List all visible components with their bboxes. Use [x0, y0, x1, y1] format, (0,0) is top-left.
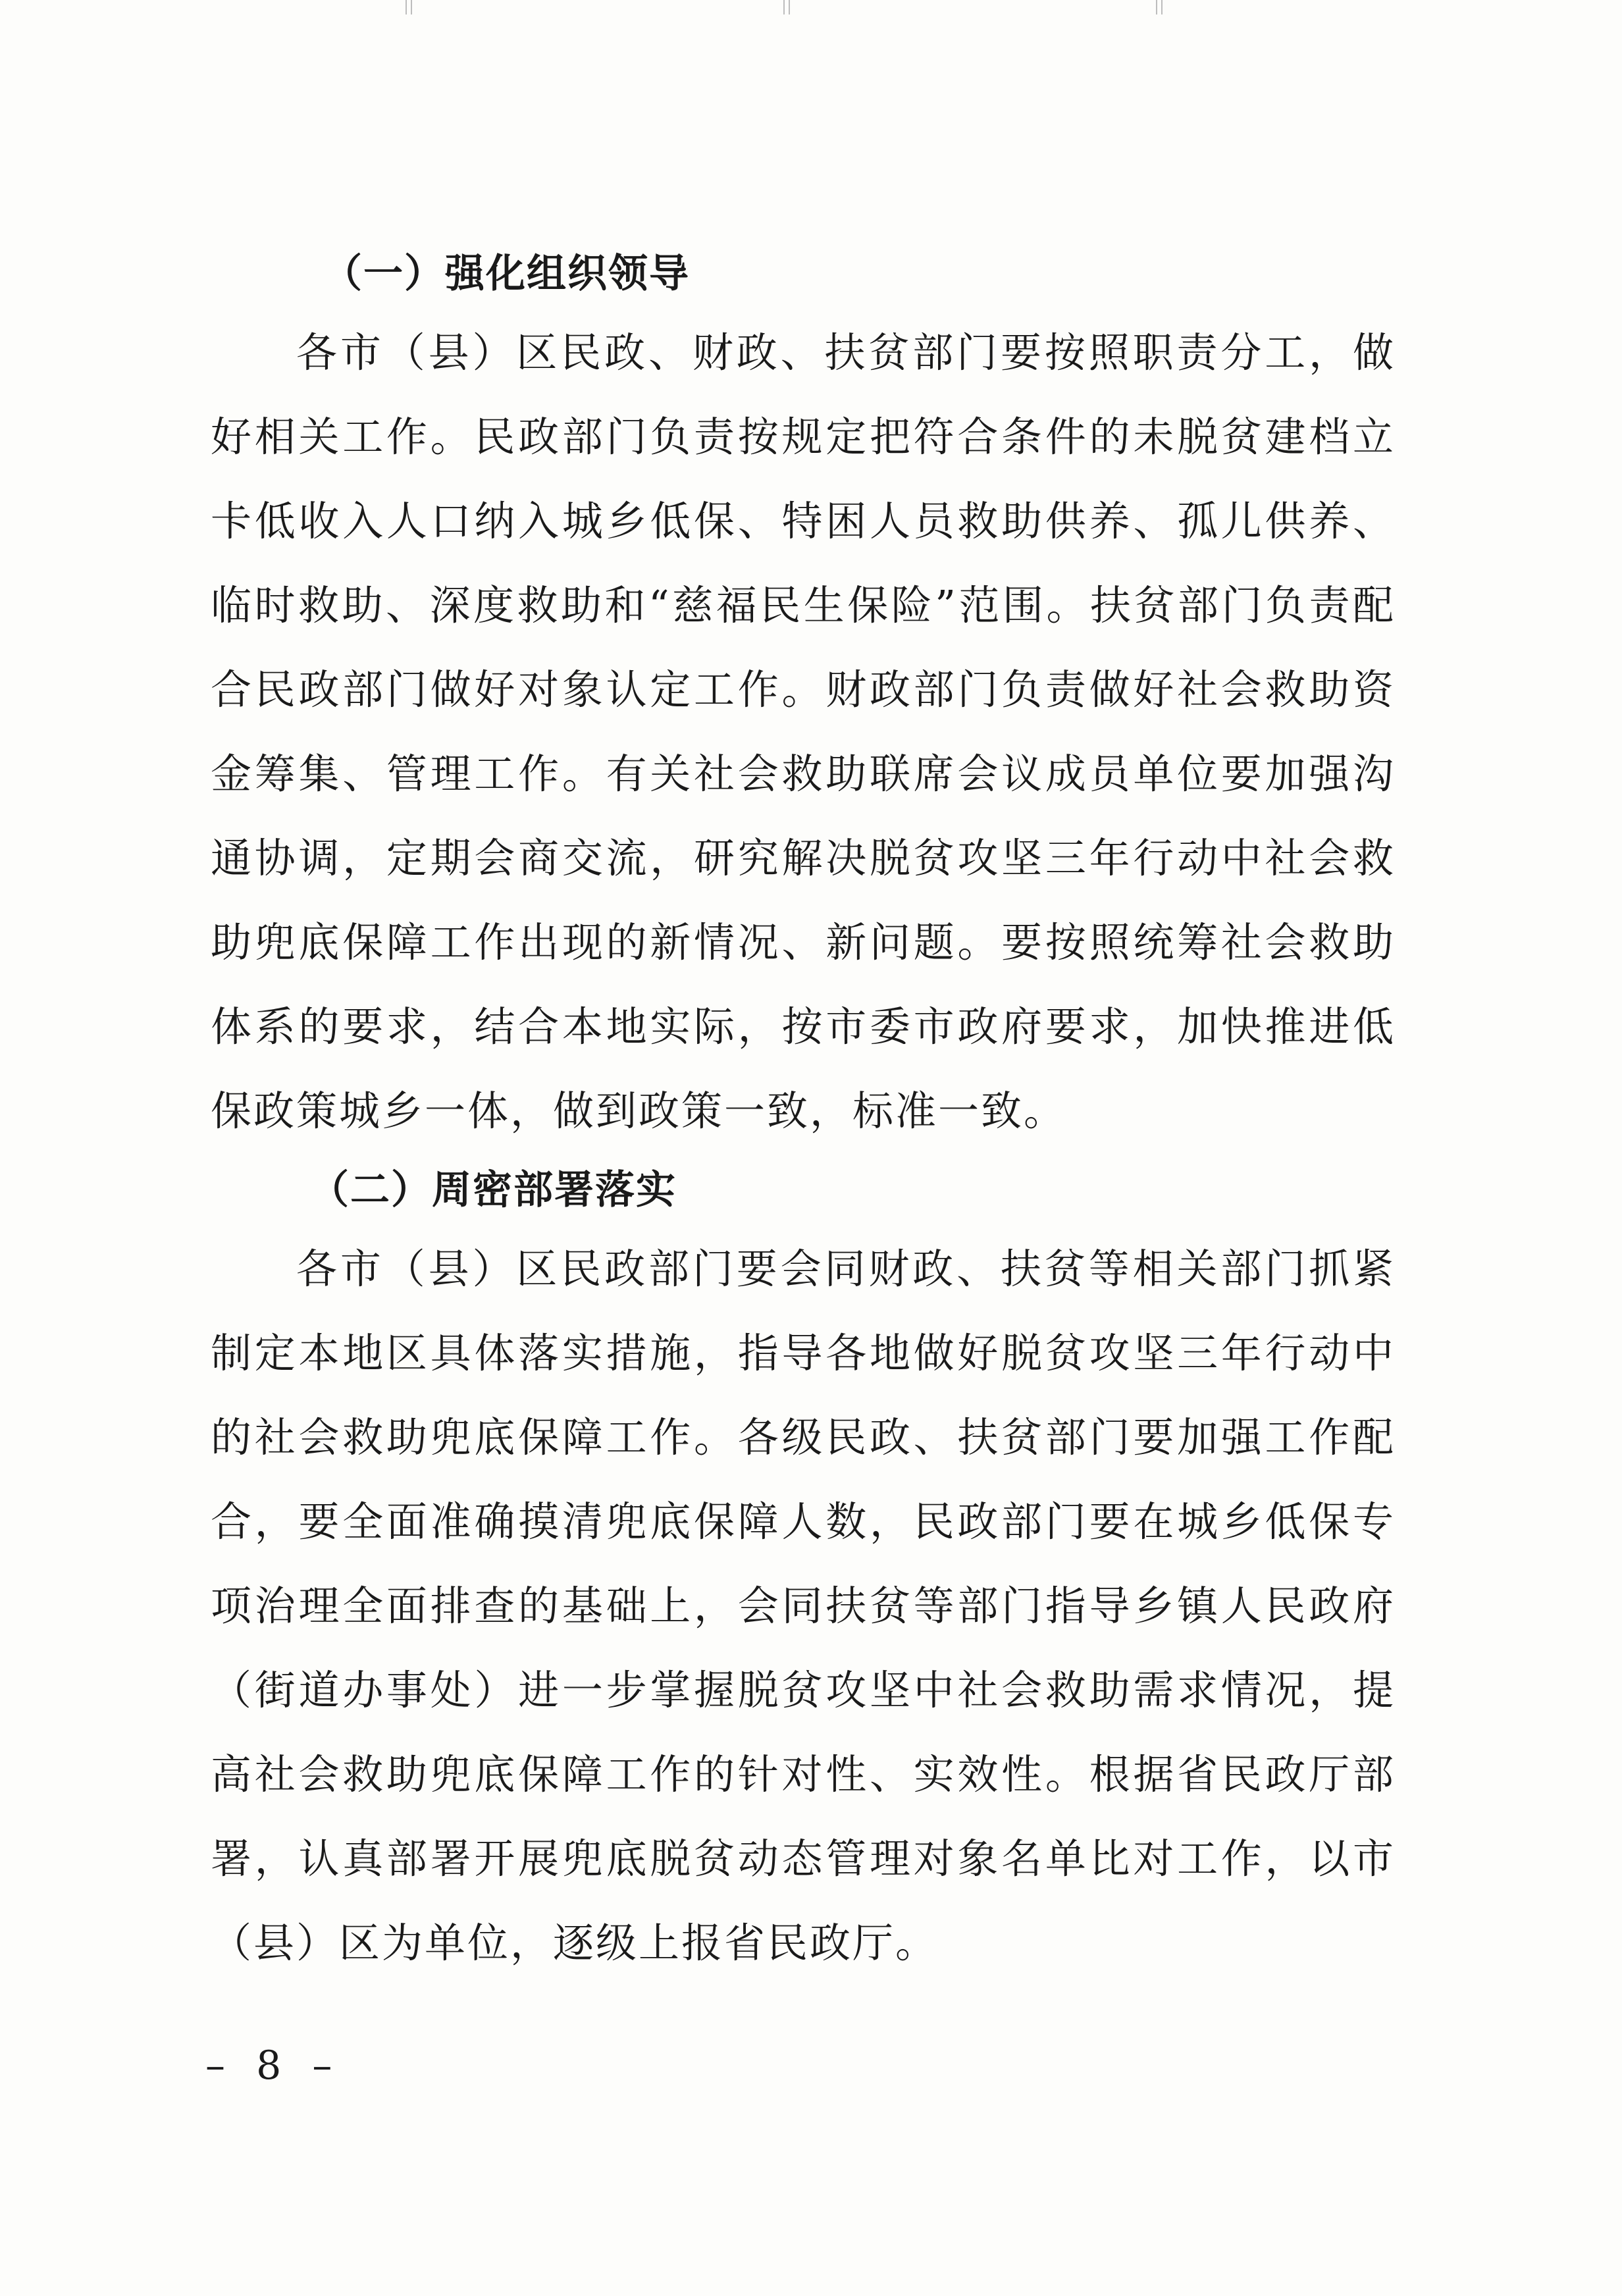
- scan-edge-mark: [1156, 0, 1163, 14]
- section-paragraph-1: 各市（县）区民政、财政、扶贫部门要按照职责分工，做好相关工作。民政部门负责按规定把符合条件的未脱贫建档立卡低收入人口纳入城乡低保、特困人员救助供养、孤儿供养、临时救助、深度救助和“慈福民生保险”范围。扶贫部门负责配合民政部门做好对象认定工作。财政部门负责做好社会救助资金筹集、管理工作。有关社会救助联席会议成员单位要加强沟通协调，定期会商交流，研究解决脱贫攻坚三年行动中社会救助兜底保障工作出现的新情况、新问题。要按照统筹社会救助体系的要求，结合本地实际，按市委市政府要求，加快推进低保政策城乡一体，做到政策一致，标准一致。: [211, 328, 1396, 1135]
- document-body: [211, 250, 1396, 1985]
- scan-edge-mark: [406, 0, 412, 14]
- page-number: – 8 –: [205, 2043, 342, 2089]
- section-paragraph-2: 各市（县）区民政部门要会同财政、扶贫等相关部门抓紧制定本地区具体落实措施，指导各地做好脱贫攻坚三年行动中的社会救助兜底保障工作。各级民政、扶贫部门要加强工作配合，要全面准确摸清兜底保障人数，民政部门要在城乡低保专项治理全面排查的基础上，会同扶贫等部门指导乡镇人民政府（街道办事处）进一步掌握脱贫攻坚中社会救助需求情况，提高社会救助兜底保障工作的针对性、实效性。根据省民政厅部署，认真部署开展兜底脱贫动态管理对象名单比对工作，以市（县）区为单位，逐级上报省民政厅。: [211, 1245, 1396, 1967]
- section-heading-1: （一）强化组织领导: [323, 251, 690, 297]
- scan-edge-mark: [783, 0, 790, 14]
- section-heading-2: （二）周密部署落实: [309, 1167, 677, 1213]
